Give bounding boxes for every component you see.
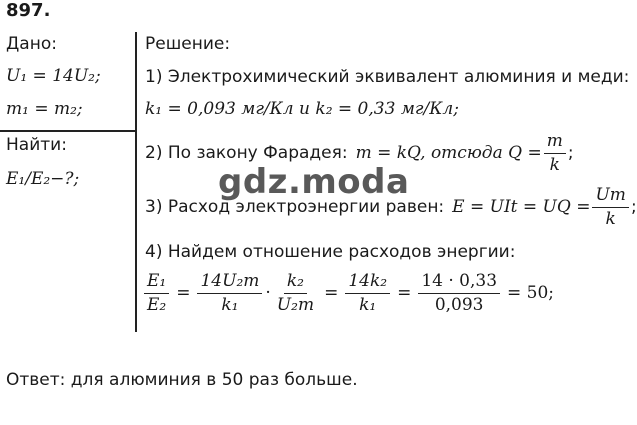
equals-sign: = bbox=[397, 283, 412, 303]
find-header: Найти: bbox=[6, 135, 67, 155]
fraction-numerator: k₂ bbox=[284, 273, 307, 294]
ratio-fraction-3 bbox=[274, 273, 317, 314]
step-3-formula: E = UIt = UQ = bbox=[452, 197, 591, 217]
fraction-numerator: 14 · 0,33 bbox=[418, 273, 500, 294]
fraction-denominator: 0,093 bbox=[434, 295, 484, 315]
equals-sign: = bbox=[176, 283, 191, 303]
step-1-values: k₁ = 0,093 мг/Кл и k₂ = 0,33 мг/Кл; bbox=[145, 99, 459, 119]
vertical-divider bbox=[135, 32, 137, 332]
fraction-denominator: U₂m bbox=[276, 295, 315, 315]
ratio-result: = 50; bbox=[507, 283, 555, 303]
fraction-numerator: m bbox=[544, 133, 566, 154]
fraction-denominator: E₂ bbox=[147, 295, 167, 315]
solution-header: Решение: bbox=[145, 34, 231, 54]
fraction-denominator: k₁ bbox=[221, 295, 239, 315]
answer-line: Ответ: для алюминия в 50 раз больше. bbox=[6, 370, 358, 390]
fraction-numerator: E₁ bbox=[144, 273, 169, 294]
fraction-denominator: k bbox=[605, 209, 616, 229]
find-line-1: E₁/E₂−?; bbox=[6, 169, 80, 189]
step-3-fraction bbox=[592, 187, 628, 228]
ratio-fraction-2 bbox=[197, 273, 262, 314]
step-2-end: ; bbox=[567, 143, 574, 163]
step-2-fraction bbox=[544, 133, 566, 174]
watermark: gdz.moda bbox=[218, 162, 410, 202]
equals-sign: = bbox=[324, 283, 339, 303]
fraction-denominator: k₁ bbox=[359, 295, 377, 315]
step-2-formula: m = kQ, отсюда Q = bbox=[355, 143, 542, 163]
problem-number: 897. bbox=[6, 0, 51, 21]
ratio-fraction-4 bbox=[345, 273, 390, 314]
ratio-fraction-1 bbox=[144, 273, 169, 314]
step-4-text: 4) Найдем отношение расходов энергии: bbox=[145, 242, 516, 262]
horizontal-divider bbox=[0, 130, 137, 132]
step-3-text: 3) Расход электроэнергии равен: bbox=[145, 197, 445, 217]
multiply-dot: · bbox=[265, 283, 271, 303]
fraction-denominator: k bbox=[549, 155, 560, 175]
given-line-1: U₁ = 14U₂; bbox=[6, 66, 101, 86]
step-2-text: 2) По закону Фарадея: bbox=[145, 143, 348, 163]
given-line-2: m₁ = m₂; bbox=[6, 99, 83, 119]
fraction-numerator: Um bbox=[592, 187, 628, 208]
ratio-fraction-5 bbox=[418, 273, 500, 314]
ratio-equation bbox=[142, 273, 554, 314]
step-3-end: ; bbox=[630, 197, 637, 217]
step-1-text: 1) Электрохимический эквивалент алюминия и меди: bbox=[145, 67, 630, 87]
given-header: Дано: bbox=[6, 34, 57, 54]
fraction-numerator: 14U₂m bbox=[197, 273, 262, 294]
fraction-numerator: 14k₂ bbox=[345, 273, 390, 294]
